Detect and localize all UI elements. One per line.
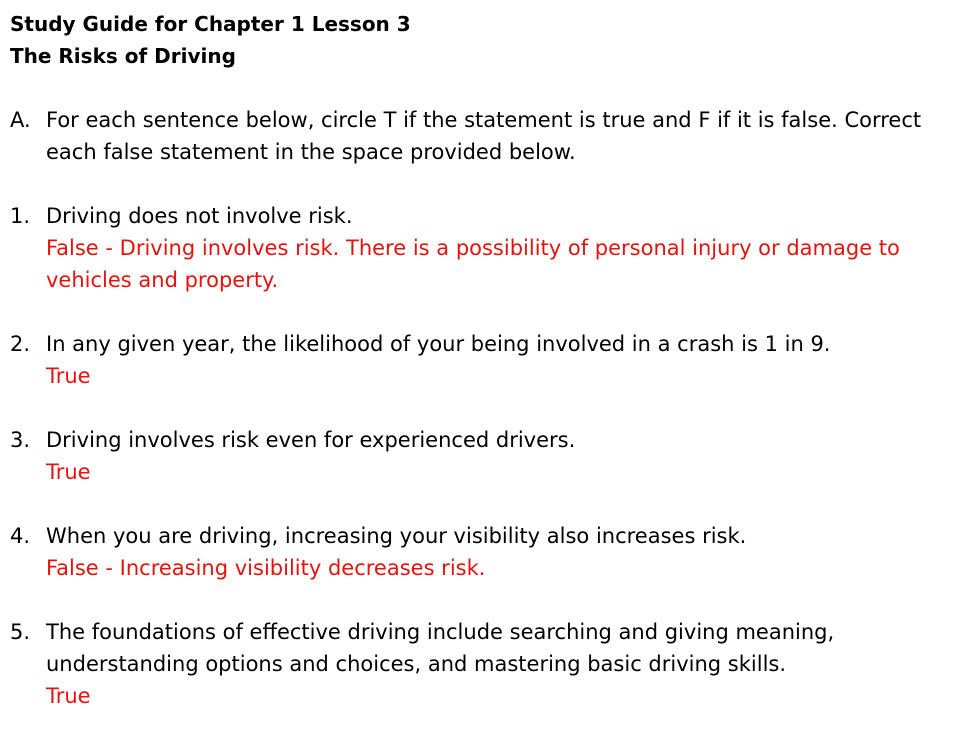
page-subtitle: The Risks of Driving [10, 44, 236, 68]
question-answer: False - Increasing visibility decreases risk. [46, 556, 486, 580]
question-item-1 [10, 200, 950, 296]
question-answer: True [46, 364, 91, 388]
question-number: 1. [10, 204, 31, 228]
question-statement: In any given year, the likelihood of your being involved in a crash is 1 in 9. [46, 332, 831, 356]
question-number: 2. [10, 332, 31, 356]
question-number: 3. [10, 428, 31, 452]
question-statement: The foundations of effective driving include searching and giving meaning, understanding options and choices, and mastering basic driving skills. [46, 620, 835, 676]
question-list [10, 200, 950, 712]
section-a-instructions [10, 104, 950, 168]
question-number: 5. [10, 620, 31, 644]
question-statement: When you are driving, increasing your visibility also increases risk. [46, 524, 747, 548]
page-title: Study Guide for Chapter 1 Lesson 3 [10, 12, 411, 36]
section-marker: A. [10, 108, 31, 132]
question-answer: False - Driving involves risk. There is a possibility of personal injury or damage to vehicles and property. [46, 236, 900, 292]
question-number: 4. [10, 524, 31, 548]
question-answer: True [46, 460, 91, 484]
question-item-2 [10, 328, 950, 392]
question-answer: True [46, 684, 91, 708]
question-statement: Driving involves risk even for experienced drivers. [46, 428, 576, 452]
question-item-4 [10, 520, 950, 584]
instructions-text: For each sentence below, circle T if the statement is true and F if it is false. Correct each false statement in the space provided below. [46, 108, 922, 164]
study-guide-page [10, 8, 950, 744]
question-statement: Driving does not involve risk. [46, 204, 353, 228]
question-item-3 [10, 424, 950, 488]
question-item-5 [10, 616, 950, 712]
